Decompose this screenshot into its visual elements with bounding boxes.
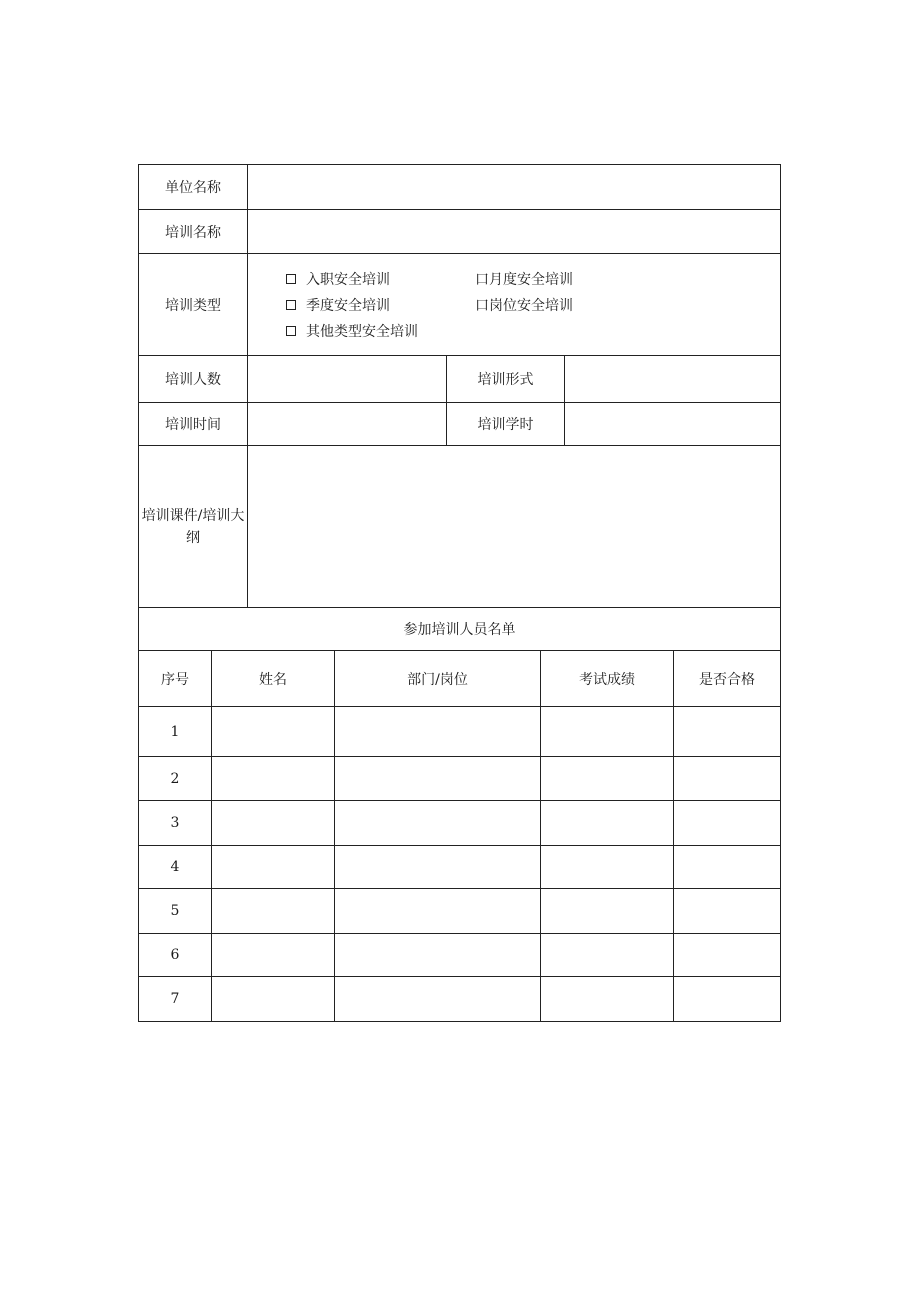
unit-name-label: 单位名称 [139, 165, 248, 209]
headcount-row [139, 356, 780, 403]
checkbox-icon[interactable]: 口 [475, 297, 489, 314]
department-cell[interactable] [335, 889, 541, 933]
name-cell[interactable] [212, 757, 335, 800]
training-name-row [139, 210, 780, 254]
table-row [139, 801, 780, 846]
hours-label: 培训学时 [447, 403, 565, 445]
checkbox-icon[interactable] [286, 326, 296, 336]
table-row [139, 707, 780, 757]
department-cell[interactable] [335, 757, 541, 800]
name-cell[interactable] [212, 977, 335, 1021]
courseware-label: 培训课件/培训大纲 [139, 446, 248, 607]
column-header-passed: 是否合格 [699, 671, 755, 688]
passed-cell[interactable] [674, 889, 780, 933]
row-index: 5 [139, 889, 212, 933]
training-name-field[interactable] [248, 210, 780, 253]
table-row [139, 934, 780, 977]
column-header-score: 考试成绩 [541, 651, 674, 706]
training-type-row [139, 254, 780, 356]
checkbox-icon[interactable] [286, 274, 296, 284]
time-field[interactable] [248, 403, 447, 445]
column-header-name: 姓名 [212, 651, 335, 706]
score-cell[interactable] [541, 889, 674, 933]
row-index: 7 [139, 977, 212, 1021]
score-cell[interactable] [541, 846, 674, 888]
score-cell[interactable] [541, 707, 674, 756]
checkbox-icon[interactable]: 口 [475, 271, 489, 288]
name-cell[interactable] [212, 889, 335, 933]
row-index: 4 [139, 846, 212, 888]
participants-title: 参加培训人员名单 [403, 622, 516, 638]
score-cell[interactable] [541, 977, 674, 1021]
participants-title-row [139, 608, 780, 651]
time-row [139, 403, 780, 446]
department-cell[interactable] [335, 801, 541, 845]
name-cell[interactable] [212, 846, 335, 888]
passed-cell[interactable] [674, 934, 780, 976]
option-monthly-label: 月度安全培训 [489, 271, 573, 288]
headcount-field[interactable] [248, 356, 447, 402]
training-record-form [138, 164, 781, 1022]
format-field[interactable] [565, 356, 780, 402]
courseware-field[interactable] [248, 446, 780, 607]
score-cell[interactable] [541, 757, 674, 800]
table-row [139, 846, 780, 889]
score-cell[interactable] [541, 801, 674, 845]
passed-cell[interactable] [674, 846, 780, 888]
unit-name-field[interactable] [248, 165, 780, 209]
row-index: 2 [139, 757, 212, 800]
participants-header-row [139, 651, 780, 707]
department-cell[interactable] [335, 977, 541, 1021]
department-cell[interactable] [335, 846, 541, 888]
training-type-label: 培训类型 [139, 254, 248, 355]
passed-cell[interactable] [674, 801, 780, 845]
option-quarterly[interactable] [286, 295, 475, 315]
option-onboarding-label: 入职安全培训 [306, 271, 390, 288]
row-index: 3 [139, 801, 212, 845]
passed-cell[interactable] [674, 977, 780, 1021]
headcount-label: 培训人数 [139, 356, 248, 402]
row-index: 6 [139, 934, 212, 976]
table-row [139, 889, 780, 934]
format-label: 培训形式 [447, 356, 565, 402]
name-cell[interactable] [212, 934, 335, 976]
option-position[interactable] [475, 295, 573, 315]
table-row [139, 977, 780, 1021]
unit-name-row [139, 165, 780, 210]
score-cell[interactable] [541, 934, 674, 976]
column-header-index: 序号 [139, 651, 212, 706]
options-line-2 [286, 292, 573, 318]
name-cell[interactable] [212, 801, 335, 845]
option-other-label: 其他类型安全培训 [306, 323, 418, 340]
checkbox-icon[interactable] [286, 300, 296, 310]
option-position-label: 岗位安全培训 [489, 297, 573, 314]
options-line-3 [286, 318, 418, 344]
department-cell[interactable] [335, 934, 541, 976]
column-header-department: 部门/岗位 [335, 651, 541, 706]
courseware-row [139, 446, 780, 608]
department-cell[interactable] [335, 707, 541, 756]
time-label: 培训时间 [139, 403, 248, 445]
table-row [139, 757, 780, 801]
training-type-options [248, 254, 780, 355]
training-name-label: 培训名称 [139, 210, 248, 253]
option-monthly[interactable] [475, 269, 573, 289]
passed-cell[interactable] [674, 707, 780, 756]
option-quarterly-label: 季度安全培训 [306, 297, 390, 314]
row-index: 1 [139, 707, 212, 756]
option-other[interactable] [286, 321, 418, 341]
name-cell[interactable] [212, 707, 335, 756]
options-line-1 [286, 266, 573, 292]
hours-field[interactable] [565, 403, 780, 445]
passed-cell[interactable] [674, 757, 780, 800]
option-onboarding[interactable] [286, 269, 475, 289]
